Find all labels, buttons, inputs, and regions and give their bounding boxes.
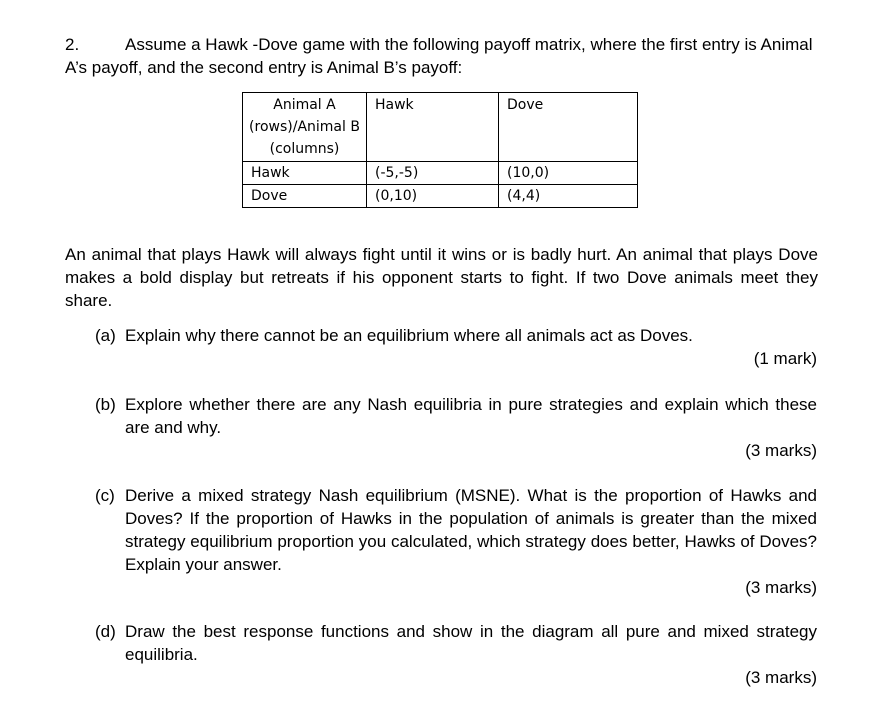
row-header-dove: Dove [243, 185, 367, 208]
question-intro [65, 33, 825, 79]
question-intro-text: Assume a Hawk -Dove game with the following payoff matrix, where the first entry is Animal A’s payoff, and the second entry is Animal B’s payoff: [65, 35, 813, 77]
part-label: (b) [95, 395, 116, 414]
part-marks: (3 marks) [745, 441, 817, 460]
part-label: (a) [95, 326, 116, 345]
part-label: (d) [95, 622, 116, 641]
part-text: Derive a mixed strategy Nash equilibrium (MSNE). What is the proportion of Hawks and Doves? If the proportion of Hawks in the population of animals is greater than the mixed strategy equilibrium proportion you calculated, which strategy does better, Hawks of Doves? Explain your answer. [125, 486, 817, 574]
payoff-matrix-table [242, 92, 638, 208]
table-corner-label: Animal A (rows)/Animal B (columns) [243, 93, 367, 162]
payoff-cell-dove-hawk: (0,10) [367, 185, 499, 208]
description-paragraph: An animal that plays Hawk will always fight until it wins or is badly hurt. An animal that plays Dove makes a bold display but retreats if his opponent starts to fight. If two Dove animals meet they share. [65, 245, 818, 310]
column-header-dove: Dove [499, 93, 638, 162]
part-text: Draw the best response functions and show in the diagram all pure and mixed strategy equilibria. [125, 622, 817, 664]
question-part-d [95, 620, 817, 689]
question-part-a [95, 324, 817, 370]
part-marks: (1 mark) [753, 349, 817, 368]
question-number: 2. [65, 35, 80, 54]
column-header-hawk: Hawk [367, 93, 499, 162]
question-part-c [95, 484, 817, 599]
payoff-cell-dove-dove: (4,4) [499, 185, 638, 208]
table-row [243, 185, 638, 208]
payoff-cell-hawk-hawk: (-5,-5) [367, 162, 499, 185]
part-marks: (3 marks) [745, 578, 817, 597]
table-row [243, 162, 638, 185]
part-text: Explain why there cannot be an equilibrium where all animals act as Doves. [125, 326, 693, 345]
question-part-b [95, 393, 817, 462]
table-header-row [243, 93, 638, 162]
part-label: (c) [95, 486, 115, 505]
row-header-hawk: Hawk [243, 162, 367, 185]
payoff-cell-hawk-dove: (10,0) [499, 162, 638, 185]
part-marks: (3 marks) [745, 668, 817, 687]
part-text: Explore whether there are any Nash equilibria in pure strategies and explain which these are and why. [125, 395, 817, 437]
